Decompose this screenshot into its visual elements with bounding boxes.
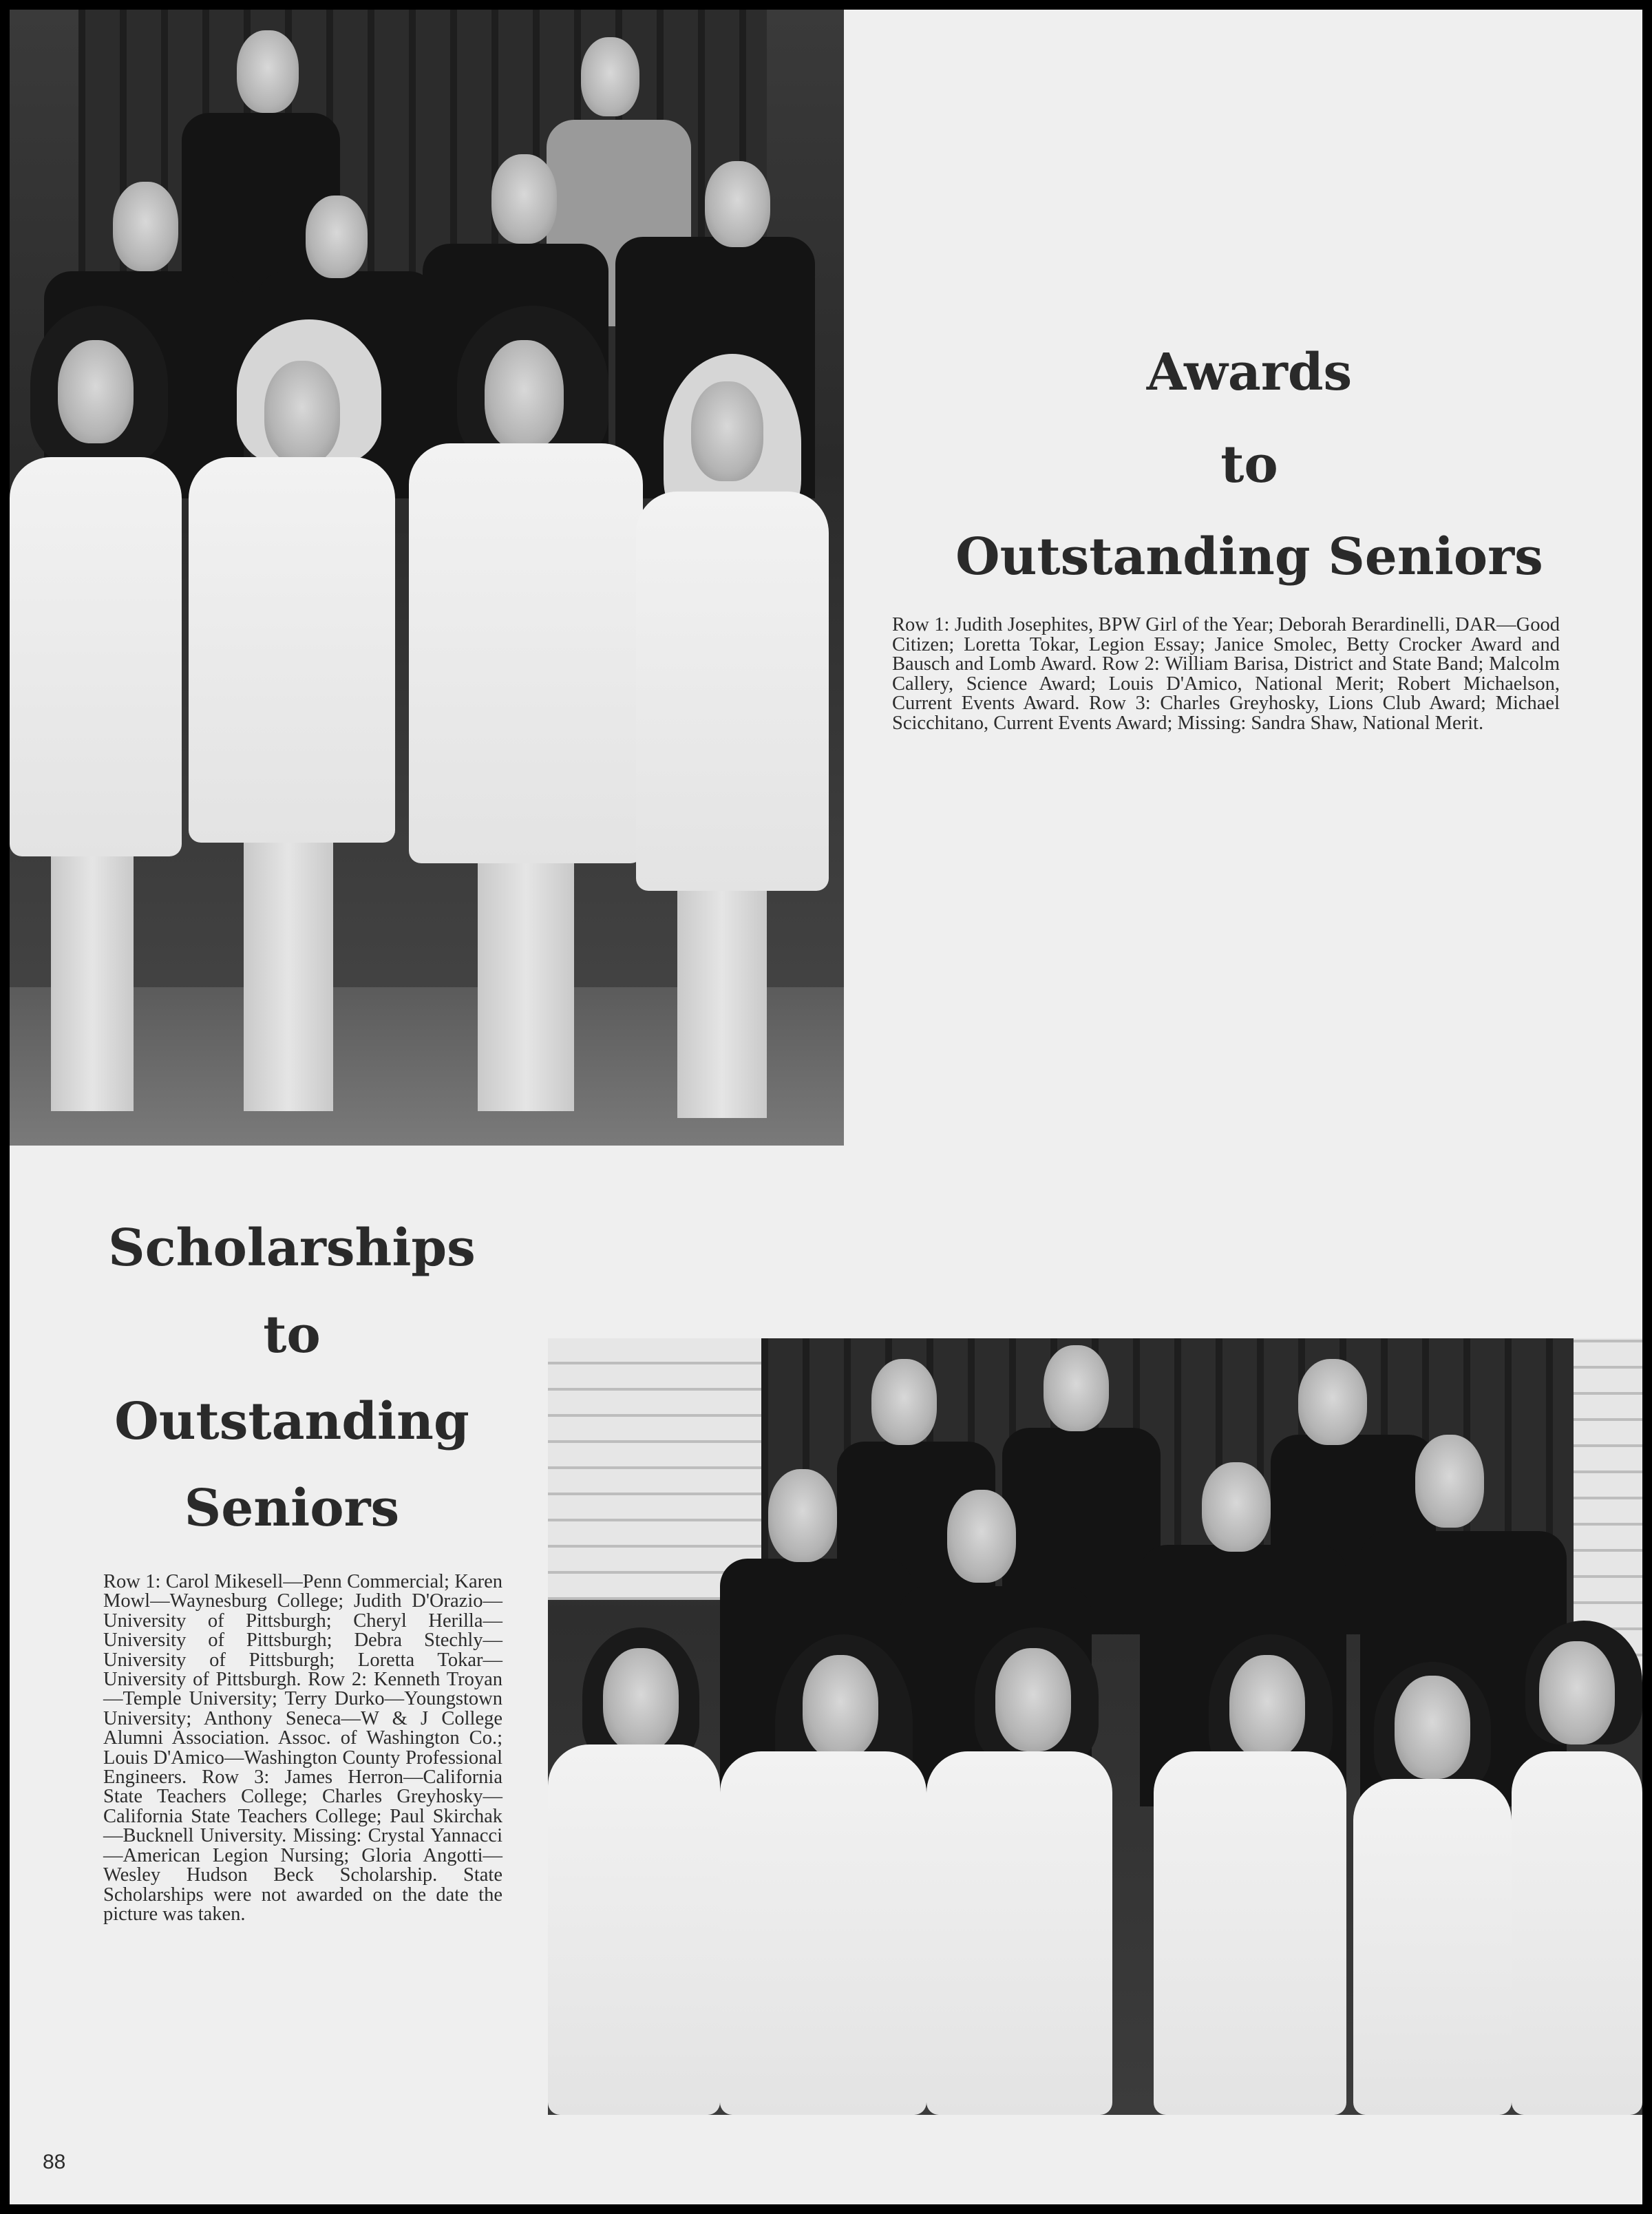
awards-heading-line-2: to (1220, 435, 1278, 494)
person-dress (189, 457, 395, 843)
person-head (264, 361, 340, 464)
person-legs (677, 891, 767, 1118)
person-head (58, 340, 134, 443)
person-head (1415, 1435, 1484, 1528)
scholarships-heading-line-4: Seniors (184, 1479, 400, 1538)
scholarships-heading-line-2: to (263, 1305, 321, 1364)
yearbook-page (10, 10, 1642, 2204)
awards-heading-line-1: Awards (1146, 343, 1353, 402)
person-legs (244, 843, 333, 1111)
person-head (603, 1648, 679, 1751)
person-head (1202, 1462, 1271, 1552)
awards-heading (856, 326, 1642, 603)
person-head (1298, 1359, 1367, 1445)
person-head (871, 1359, 937, 1445)
awards-group-photo (10, 10, 844, 1146)
scholarships-caption: Row 1: Carol Mikesell—Penn Commercial; Karen Mowl—Waynesburg College; Judith D'Orazio—University of Pittsburgh; Cheryl Herilla—University of Pittsburgh; Debra Stechly—University of Pittsburgh; Loretta Tokar—University of Pittsburgh. Row 2: Kenneth Troyan—Temple University; Terry Durko—Youngstown University; Anthony Seneca—W & J College Alumni Association. Assoc. of Washington Co.; Louis D'Amico—Washington County Professional Engineers. Row 3: James Herron—California State Teachers College; Charles Greyhosky—California State Teachers College; Paul Skirchak—Bucknell University. Missing: Crystal Yannacci—American Legion Nursing; Gloria Angotti—Wesley Hudson Beck Scholarship. State Scholarships were not awarded on the date the picture was taken. (103, 1571, 502, 1925)
awards-caption: Row 1: Judith Josephites, BPW Girl of the Year; Deborah Berardinelli, DAR—Good Citizen; Loretta Tokar, Legion Essay; Janice Smolec, Betty Crocker Award and Bausch and Lomb Award. Row 2: William Barisa, District and State Band; Malcolm Callery, Science Award; Louis D'Amico, National Merit; Robert Michaelson, Current Events Award. Row 3: Charles Greyhosky, Lions Club Award; Michael Scicchitano, Current Events Award; Missing: Sandra Shaw, National Merit. (892, 614, 1560, 734)
awards-heading-line-3: Outstanding Seniors (955, 527, 1543, 587)
person-dress (1353, 1779, 1512, 2115)
scholarships-group-photo (548, 1338, 1642, 2115)
person-legs (478, 863, 574, 1111)
person-head (306, 196, 368, 278)
person-head (581, 37, 639, 116)
person-head (237, 30, 299, 113)
person-head (1229, 1655, 1305, 1758)
person-dress (10, 457, 182, 856)
person-head (705, 161, 770, 247)
person-head (491, 154, 557, 244)
photo-brick-wall-left (548, 1338, 761, 1600)
person-head (485, 340, 564, 450)
scholarships-heading-line-1: Scholarships (108, 1219, 476, 1278)
person-dress (548, 1744, 720, 2115)
person-head (768, 1469, 837, 1562)
scholarships-heading-line-3: Outstanding (114, 1392, 469, 1451)
person-head (803, 1655, 878, 1758)
person-head (947, 1490, 1016, 1583)
scholarships-heading (51, 1205, 533, 1552)
person-head (1044, 1345, 1109, 1431)
person-dress (1512, 1751, 1642, 2115)
person-head (1395, 1676, 1470, 1779)
person-dress (636, 492, 829, 891)
person-head (995, 1648, 1071, 1751)
person-dress (409, 443, 643, 863)
person-dress (1154, 1751, 1346, 2115)
page-number: 88 (43, 2151, 66, 2173)
person-head (113, 182, 178, 271)
person-head (1539, 1641, 1615, 1744)
person-head (691, 381, 763, 481)
person-legs (51, 856, 134, 1111)
person-dress (720, 1751, 926, 2115)
person-dress (926, 1751, 1112, 2115)
